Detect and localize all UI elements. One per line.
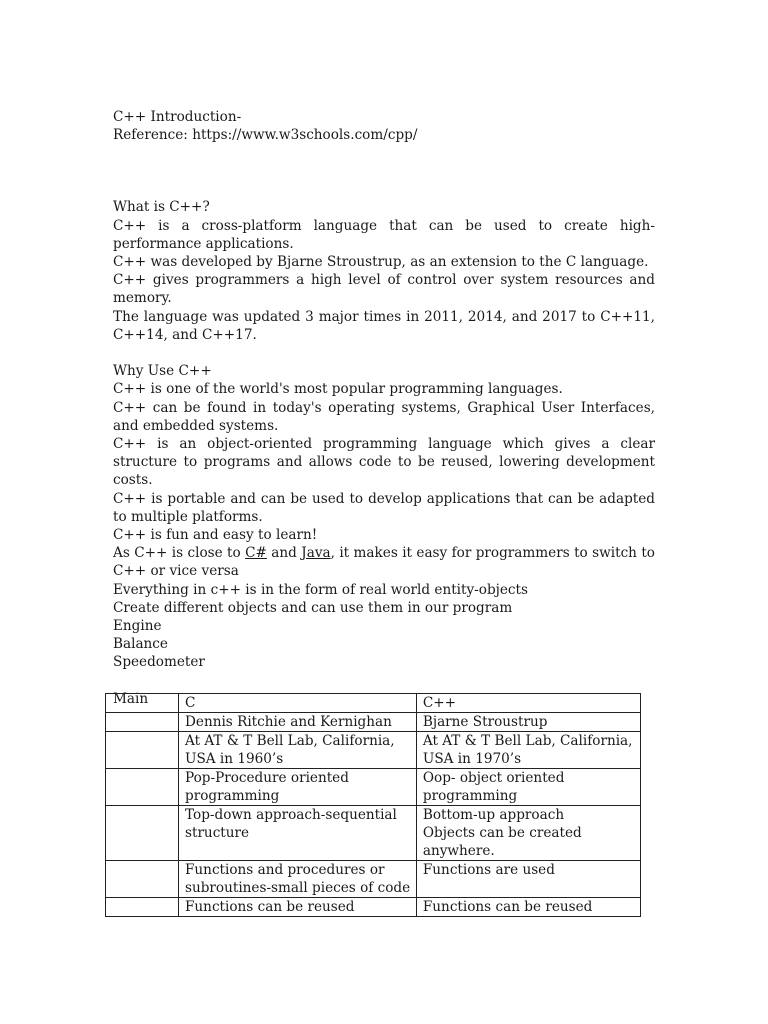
table-cell: C <box>179 694 417 713</box>
table-cell: Functions can be reused <box>179 898 417 917</box>
main-label: Main <box>113 690 149 707</box>
comparison-table <box>105 693 641 917</box>
what-is-paragraph: The language was updated 3 major times in 2011, 2014, and 2017 to C++11, C++14, and C++17. <box>113 308 655 343</box>
why-use-paragraph: Everything in c++ is in the form of real world entity-objects <box>113 581 528 598</box>
table-row <box>106 898 641 917</box>
document-body <box>113 108 655 708</box>
example-item: Balance <box>113 636 168 653</box>
table-row <box>106 861 641 898</box>
table-cell <box>106 861 179 898</box>
what-is-heading: What is C++? <box>113 199 210 216</box>
table-cell: Bjarne Stroustrup <box>416 713 640 732</box>
reference-url: https://www.w3schools.com/cpp/ <box>192 127 418 144</box>
document-title: C++ Introduction- <box>113 109 242 125</box>
table-cell <box>106 806 179 861</box>
why-use-paragraph: As C++ is close to C# and Java, it makes it easy for programmers to switch to C++ or vice versa <box>113 545 655 580</box>
table-row <box>106 694 641 713</box>
why-use-paragraph: C++ is one of the world's most popular programming languages. <box>113 381 563 398</box>
table-cell: Functions and procedures or subroutines-small pieces of code <box>179 861 417 898</box>
what-is-paragraph: C++ is a cross-platform language that can be used to create high-performance applications. <box>113 217 655 252</box>
table-cell <box>106 898 179 917</box>
table-cell: Functions can be reused <box>416 898 640 917</box>
table-cell: Top-down approach-sequential structure <box>179 806 417 861</box>
csharp-link[interactable]: C# <box>245 545 267 562</box>
example-item: Engine <box>113 618 162 635</box>
table-cell <box>106 732 179 769</box>
what-is-paragraph: C++ gives programmers a high level of control over system resources and memory. <box>113 272 655 307</box>
what-is-paragraph: C++ was developed by Bjarne Stroustrup, as an extension to the C language. <box>113 254 649 271</box>
table-cell <box>106 713 179 732</box>
example-item: Speedometer <box>113 654 205 671</box>
why-use-heading: Why Use C++ <box>113 363 212 380</box>
table-cell <box>106 769 179 806</box>
table-cell: Functions are used <box>416 861 640 898</box>
reference-label: Reference: <box>113 127 193 144</box>
why-use-paragraph: Create different objects and can use them in our program <box>113 599 513 616</box>
why-use-paragraph: C++ is portable and can be used to develop applications that can be adapted to multiple platforms. <box>113 490 655 525</box>
why-use-paragraph: C++ is fun and easy to learn! <box>113 527 318 544</box>
reference-line <box>113 126 655 144</box>
table-row <box>106 769 641 806</box>
why-use-paragraph: C++ can be found in today's operating systems, Graphical User Interfaces, and embedded systems. <box>113 399 655 434</box>
table-cell: Pop-Procedure oriented programming <box>179 769 417 806</box>
table-cell: At AT & T Bell Lab, California, USA in 1960’s <box>179 732 417 769</box>
java-link[interactable]: Java <box>301 545 331 562</box>
table-cell: Oop- object oriented programming <box>416 769 640 806</box>
table-cell <box>106 694 179 713</box>
table-cell: C++ <box>416 694 640 713</box>
table-cell: At AT & T Bell Lab, California, USA in 1970’s <box>416 732 640 769</box>
table-row <box>106 713 641 732</box>
why-use-paragraph: C++ is an object-oriented programming language which gives a clear structure to programs and allows code to be reused, lowering development costs. <box>113 436 655 489</box>
table-cell: Bottom-up approach Objects can be created anywhere. <box>416 806 640 861</box>
table-row <box>106 806 641 861</box>
table-row <box>106 732 641 769</box>
table-cell: Dennis Ritchie and Kernighan <box>179 713 417 732</box>
